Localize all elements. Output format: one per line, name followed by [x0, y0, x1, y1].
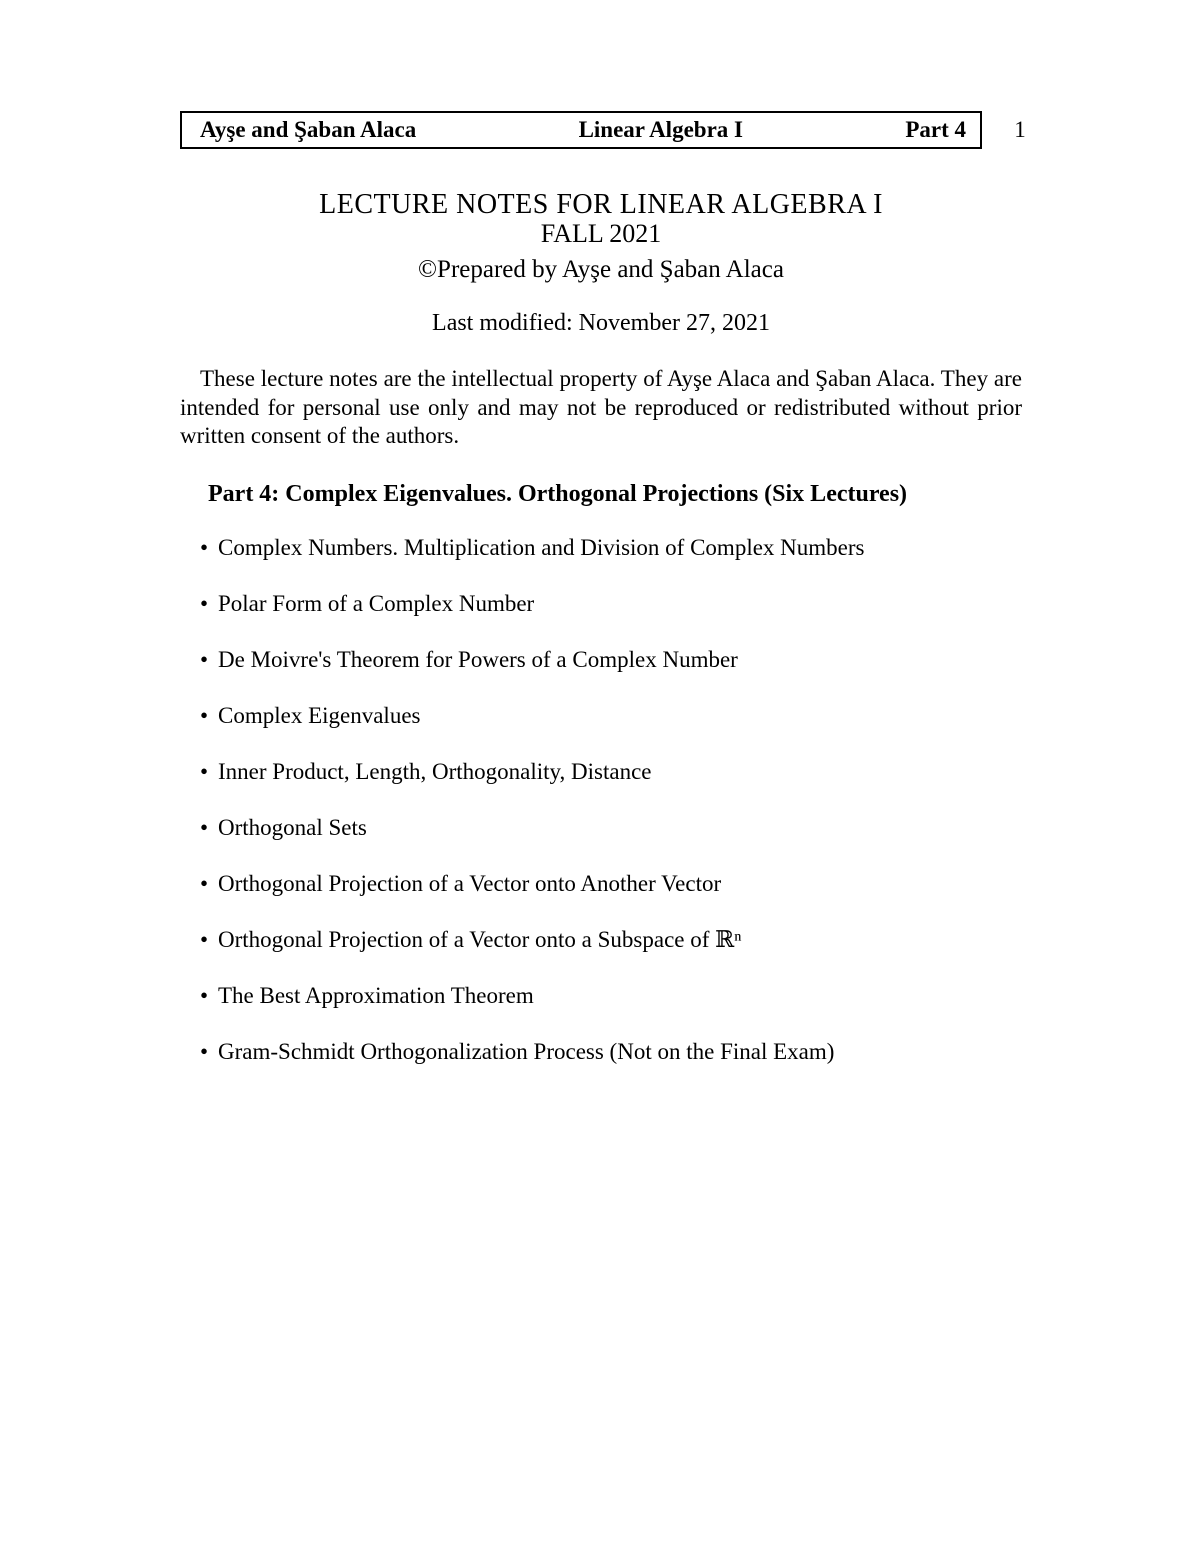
topic-list-item: • Orthogonal Sets	[180, 816, 1022, 840]
term-line: FALL 2021	[540, 219, 662, 248]
topic-list-item: • De Moivre's Theorem for Powers of a Complex Number	[180, 648, 1022, 672]
last-modified-line: Last modified: November 27, 2021	[432, 310, 770, 336]
header-course-title: Linear Algebra I	[578, 117, 743, 142]
topic-list-item: • Orthogonal Projection of a Vector onto a Subspace of ℝⁿ	[180, 928, 1022, 952]
topic-list-item: • Polar Form of a Complex Number	[180, 592, 1022, 616]
topics-list	[180, 536, 1022, 1096]
header-part-label: Part 4	[905, 117, 966, 142]
topic-list-item: • Gram-Schmidt Orthogonalization Process (Not on the Final Exam)	[180, 1040, 1022, 1064]
copyright-notice-paragraph: These lecture notes are the intellectual property of Ayşe Alaca and Şaban Alaca. They are intended for personal use only and may not be reproduced or redistributed without prior written consent of the authors.	[180, 366, 1022, 448]
section-heading: Part 4: Complex Eigenvalues. Orthogonal Projections (Six Lectures)	[208, 481, 908, 507]
document-title: LECTURE NOTES FOR LINEAR ALGEBRA I	[319, 189, 883, 220]
header-box	[180, 111, 982, 149]
page-number: 1	[1014, 117, 1026, 142]
topic-list-item: • Orthogonal Projection of a Vector onto Another Vector	[180, 872, 1022, 896]
header-authors: Ayşe and Şaban Alaca	[200, 117, 417, 142]
copyright-line: ©Prepared by Ayşe and Şaban Alaca	[418, 256, 784, 283]
topic-list-item: • The Best Approximation Theorem	[180, 984, 1022, 1008]
topic-list-item: • Inner Product, Length, Orthogonality, Distance	[180, 760, 1022, 784]
topic-list-item: • Complex Numbers. Multiplication and Division of Complex Numbers	[180, 536, 1022, 560]
topic-list-item: • Complex Eigenvalues	[180, 704, 1022, 728]
